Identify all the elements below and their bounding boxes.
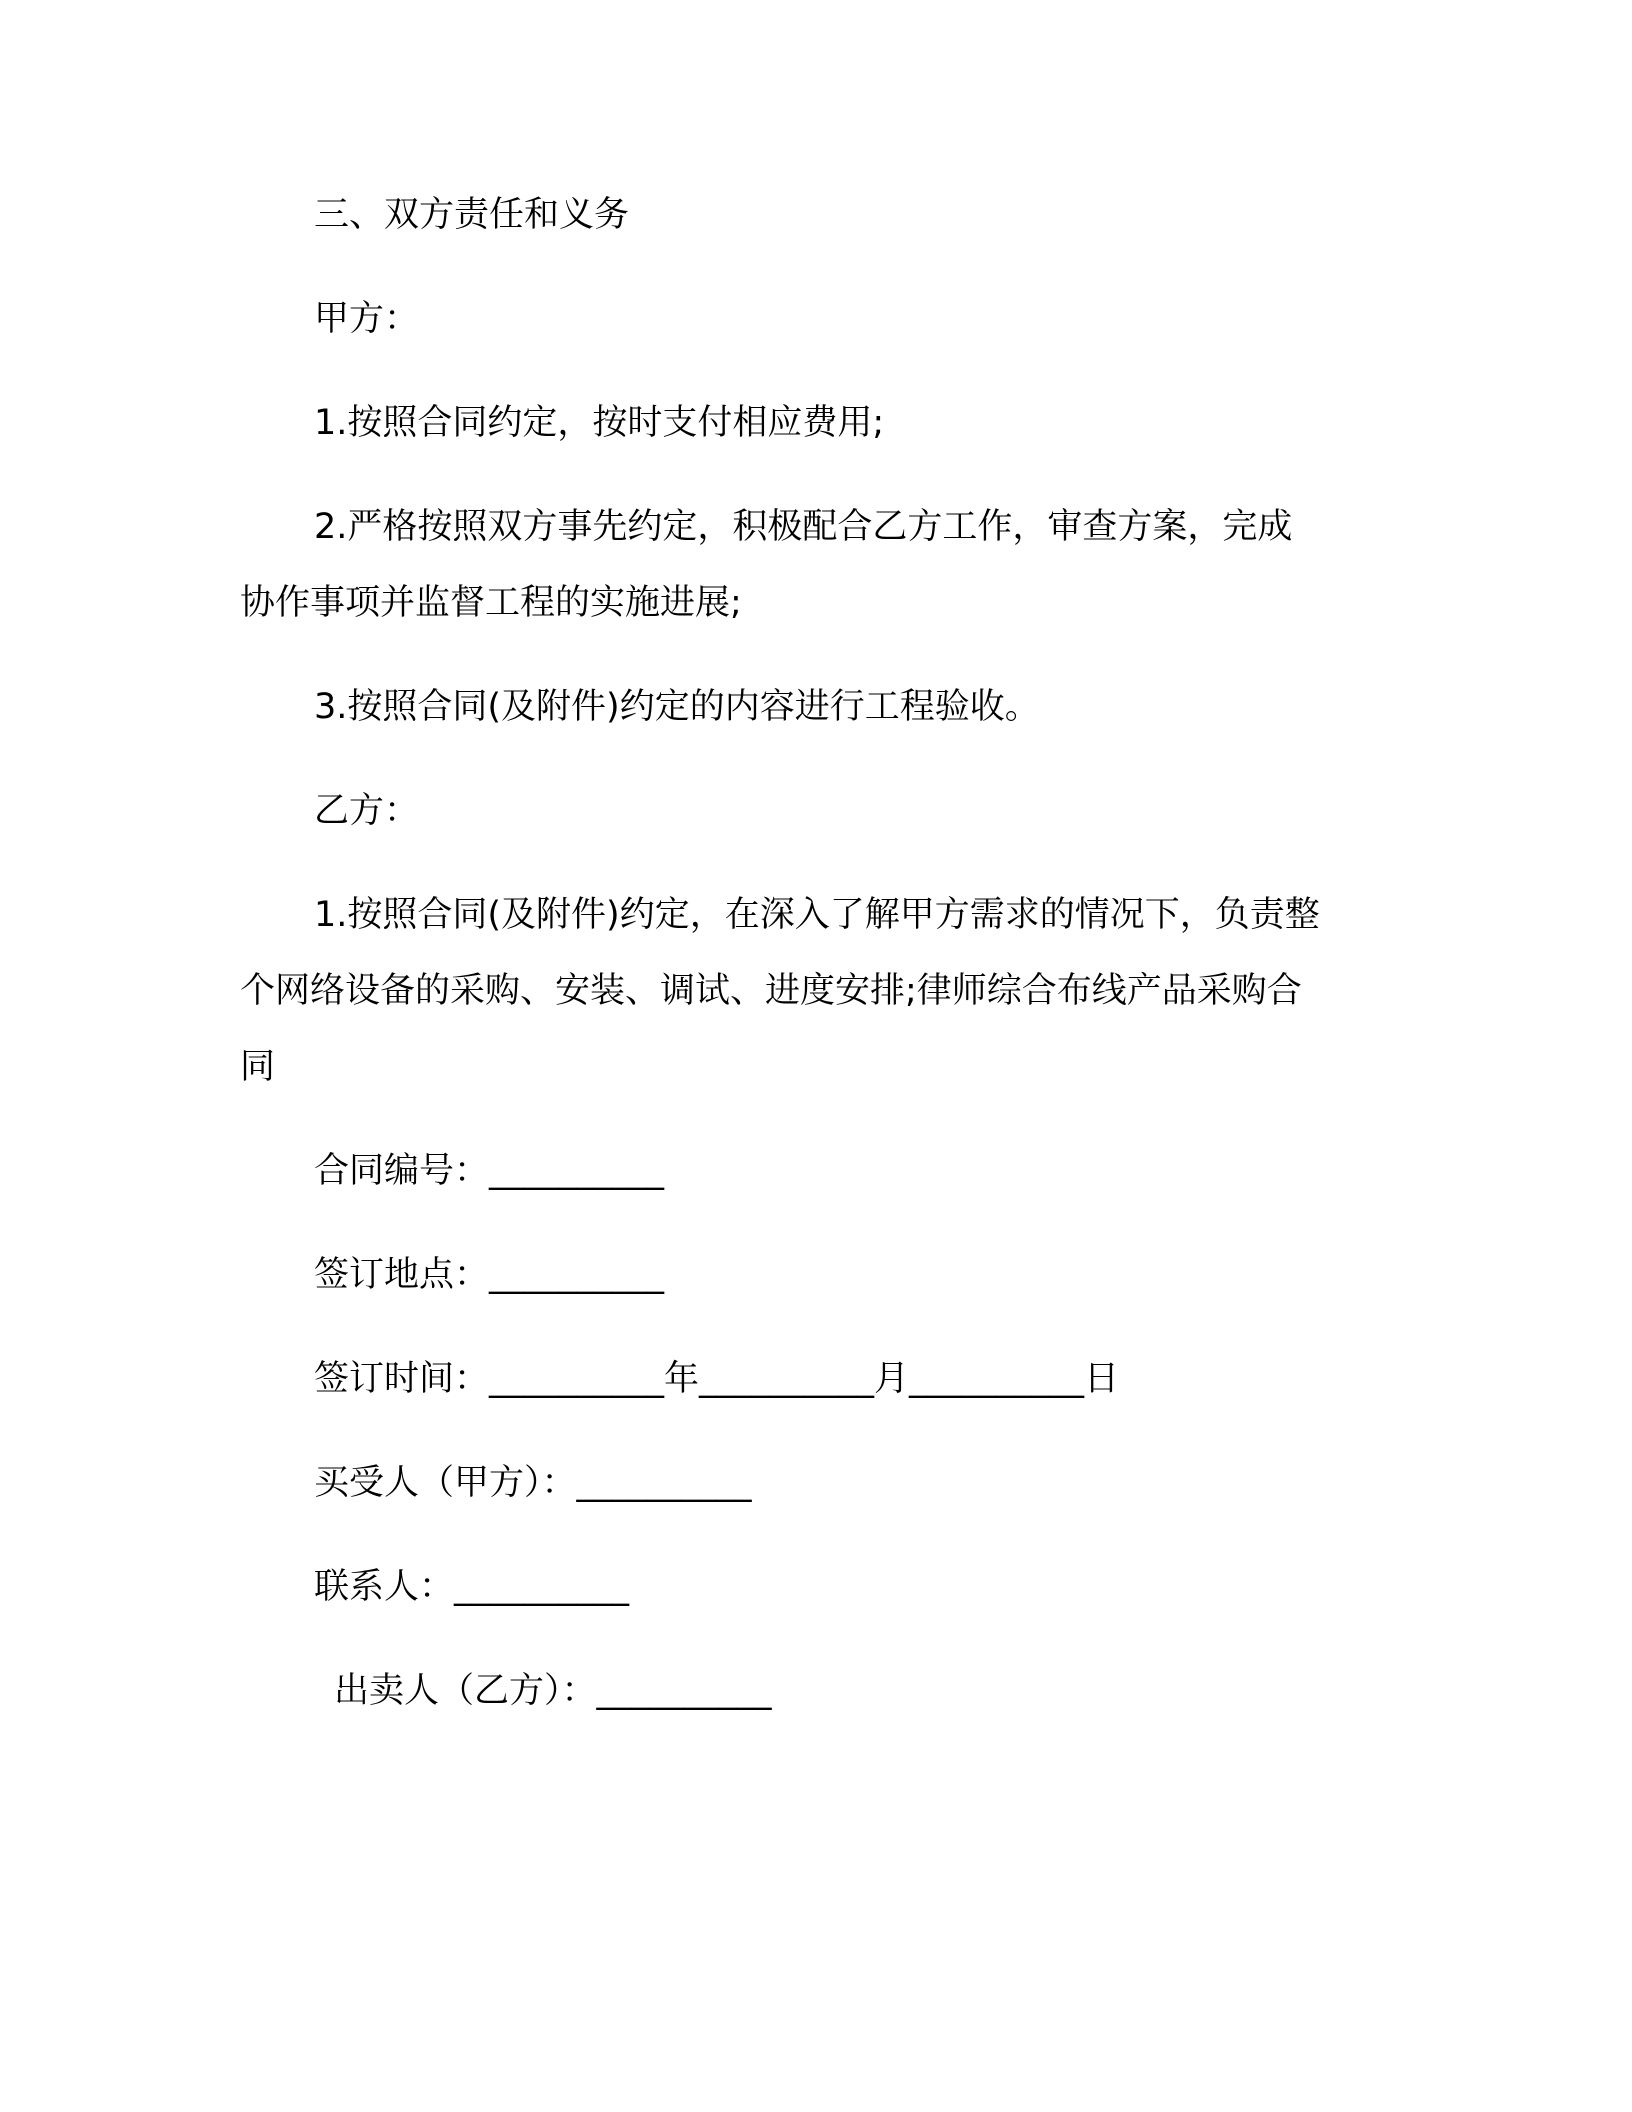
sign-place-field: 签订地点：__________ <box>314 1255 665 1295</box>
party-b-item-1-cont2: 同 <box>240 1047 276 1087</box>
party-b-label: 乙方： <box>314 791 420 831</box>
party-a-item-2-cont: 协作事项并监督工程的实施进展; <box>240 583 742 623</box>
party-b-item-1-cont: 个网络设备的采购、安装、调试、进度安排;律师综合布线产品采购合 <box>240 971 1302 1011</box>
sign-time-field: 签订时间：__________年__________月__________日 <box>314 1359 1120 1399</box>
party-a-label: 甲方： <box>314 299 420 339</box>
seller-field: 出卖人（乙方）：__________ <box>334 1671 772 1711</box>
party-b-item-1: 1.按照合同(及附件)约定，在深入了解甲方需求的情况下，负责整 <box>314 895 1320 935</box>
buyer-field: 买受人（甲方）：__________ <box>314 1463 752 1503</box>
section-heading: 三、双方责任和义务 <box>314 195 630 235</box>
party-a-item-2: 2.严格按照双方事先约定，积极配合乙方工作，审查方案，完成 <box>314 507 1293 547</box>
party-a-item-1: 1.按照合同约定，按时支付相应费用; <box>314 403 885 443</box>
party-a-item-3: 3.按照合同(及附件)约定的内容进行工程验收。 <box>314 687 1040 727</box>
contract-number-field: 合同编号：__________ <box>314 1151 665 1191</box>
contact-field: 联系人：__________ <box>314 1567 630 1607</box>
